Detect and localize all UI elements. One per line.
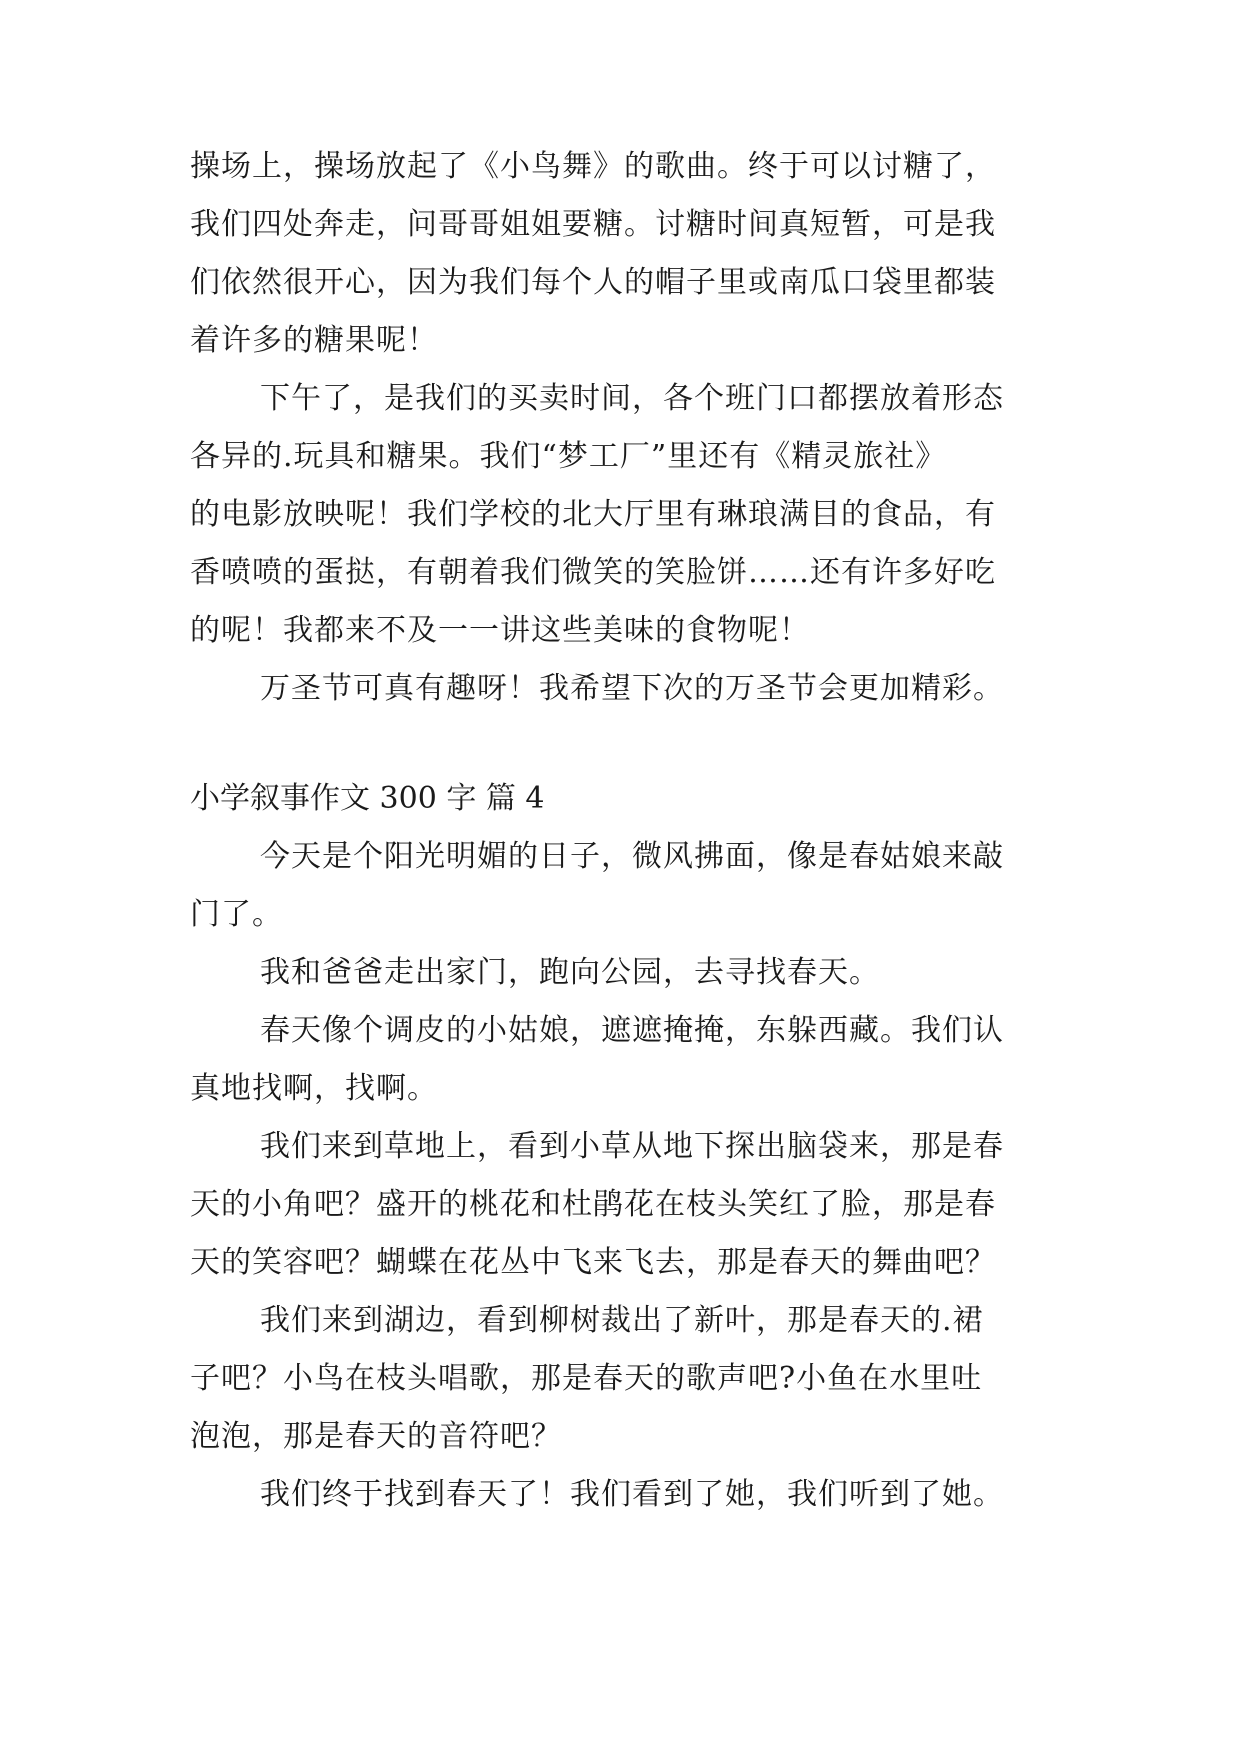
text-line: 的电影放映呢！我们学校的北大厅里有琳琅满目的食品，有 — [190, 497, 996, 532]
text-line: 们依然很开心，因为我们每个人的帽子里或南瓜口袋里都装 — [190, 265, 996, 300]
paragraph — [190, 1292, 1070, 1466]
paragraph — [190, 1466, 1070, 1524]
text-line: 真地找啊，找啊。 — [190, 1071, 438, 1106]
section-title: 小学叙事作文 300 字 篇 4 — [190, 781, 545, 816]
text-line: 香喷喷的蛋挞，有朝着我们微笑的笑脸饼……还有许多好吃 — [190, 555, 996, 590]
prev-section — [190, 138, 1070, 718]
paragraph — [190, 828, 1070, 944]
text-line: 我们来到湖边，看到柳树裁出了新叶，那是春天的.裙 — [260, 1303, 984, 1338]
text-line: 天的小角吧？盛开的桃花和杜鹃花在枝头笑红了脸，那是春 — [190, 1187, 996, 1222]
text-line: 泡泡，那是春天的音符吧？ — [190, 1419, 562, 1454]
text-line: 子吧？小鸟在枝头唱歌，那是春天的歌声吧?小鱼在水里吐 — [190, 1361, 983, 1396]
section-4 — [190, 770, 1070, 1524]
text-line: 我们四处奔走，问哥哥姐姐要糖。讨糖时间真短暂，可是我 — [190, 207, 996, 242]
text-line: 我们终于找到春天了！我们看到了她，我们听到了她。 — [260, 1477, 1004, 1512]
text-line: 我们来到草地上，看到小草从地下探出脑袋来，那是春 — [260, 1129, 1004, 1164]
paragraph — [190, 370, 1070, 660]
paragraph — [190, 138, 1070, 370]
text-line: 我和爸爸走出家门，跑向公园，去寻找春天。 — [260, 955, 880, 990]
text-line: 万圣节可真有趣呀！我希望下次的万圣节会更加精彩。 — [260, 671, 1004, 706]
text-line: 各异的.玩具和糖果。我们“梦工厂”里还有《精灵旅社》 — [190, 439, 947, 474]
text-line: 门了。 — [190, 897, 283, 932]
text-line: 着许多的糖果呢！ — [190, 323, 438, 358]
text-line: 下午了，是我们的买卖时间，各个班门口都摆放着形态 — [260, 381, 1004, 416]
text-line: 的呢！我都来不及一一讲这些美味的食物呢！ — [190, 613, 810, 648]
paragraph — [190, 660, 1070, 718]
text-line: 操场上，操场放起了《小鸟舞》的歌曲。终于可以讨糖了， — [190, 149, 996, 184]
text-line: 今天是个阳光明媚的日子，微风拂面，像是春姑娘来敲 — [260, 839, 1004, 874]
paragraph — [190, 1118, 1070, 1292]
text-line: 春天像个调皮的小姑娘，遮遮掩掩，东躲西藏。我们认 — [260, 1013, 1004, 1048]
paragraph — [190, 944, 1070, 1002]
paragraph — [190, 1002, 1070, 1118]
text-line: 天的笑容吧？蝴蝶在花丛中飞来飞去，那是春天的舞曲吧？ — [190, 1245, 996, 1280]
